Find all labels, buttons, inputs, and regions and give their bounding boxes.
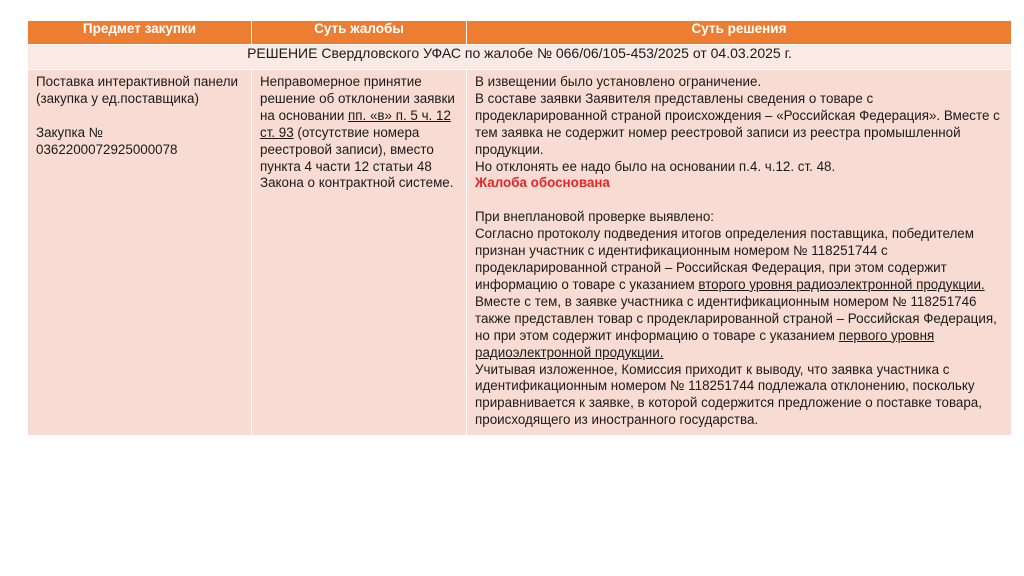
subject-text: Поставка интерактивной панели (закупка у ед.поставщика) bbox=[36, 74, 238, 106]
verdict-text: Жалоба обоснована bbox=[475, 175, 610, 191]
decision-paragraph-5 bbox=[475, 226, 1005, 294]
complaint-cell bbox=[252, 70, 467, 436]
decision-paragraph-3: Но отклонять ее надо было на основании п.4. ч.12. ст. 48. bbox=[475, 158, 836, 174]
decision-paragraph-6 bbox=[475, 294, 1005, 362]
decision-paragraph-6-text: Вместе с тем, в заявке участника с идентификационным номером № 118251746 также представлен товар с продекларированной страной – Российская Федерация, но при этом содержит информацию о товаре с указанием bbox=[475, 293, 997, 343]
complaint-text-part1: Неправомерное принятие решение об отклонении заявки на основании bbox=[260, 74, 455, 123]
first-level-underlined: первого уровня радиоэлектронной продукции. bbox=[475, 327, 935, 360]
header-row bbox=[28, 21, 1012, 45]
second-level-underlined: второго уровня радиоэлектронной продукции. bbox=[698, 276, 985, 292]
legal-reference-link: пп. «в» п. 5 ч. 12 ст. 93 bbox=[260, 107, 451, 140]
complaints-table bbox=[27, 20, 1012, 436]
decision-paragraph-2: В составе заявки Заявителя представлены сведения о товаре с продекларированной страной происхождения – «Российская Федерация». Вместе с тем заявка не содержит номер реестровой записи из реестра промышленной продукции. bbox=[475, 90, 1000, 157]
complaint-text bbox=[260, 74, 460, 192]
decision-paragraph-7: Учитывая изложенное, Комиссия приходит к выводу, что заявка участника с идентификационным номером № 118251744 подлежала отклонению, поскольку приравнивается к заявке, в которой содержится предложение о поставке товара, происходящего из иностранного государства. bbox=[475, 361, 982, 428]
purchase-number: Закупка № 0362200072925000078 bbox=[36, 124, 178, 157]
decision-title-row bbox=[28, 45, 1012, 70]
header-decision: Суть решения bbox=[467, 21, 1012, 45]
decision-paragraph-1: В извещении было установлено ограничение. bbox=[475, 74, 762, 89]
header-subject: Предмет закупки bbox=[28, 21, 252, 45]
decision-title: РЕШЕНИЕ Свердловского УФАС по жалобе № 066/06/105-453/2025 от 04.03.2025 г. bbox=[28, 45, 1012, 70]
complaint-text-part2: (отсутствие номера реестровой записи), вместо пункта 4 части 12 статьи 48 Закона о контрактной системе. bbox=[260, 124, 454, 191]
decision-cell bbox=[467, 70, 1012, 436]
decision-paragraph-5-text: Согласно протоколу подведения итогов определения поставщика, победителем признан участник с идентификационным номером № 118251744 с продекларированной страной – Российская Федерация, при этом содержит информацию о товаре с указанием bbox=[475, 226, 974, 292]
header-complaint: Суть жалобы bbox=[252, 21, 467, 45]
decision-paragraph-4: При внеплановой проверке выявлено: bbox=[475, 209, 714, 225]
table-row bbox=[28, 70, 1012, 436]
subject-cell bbox=[28, 70, 252, 436]
